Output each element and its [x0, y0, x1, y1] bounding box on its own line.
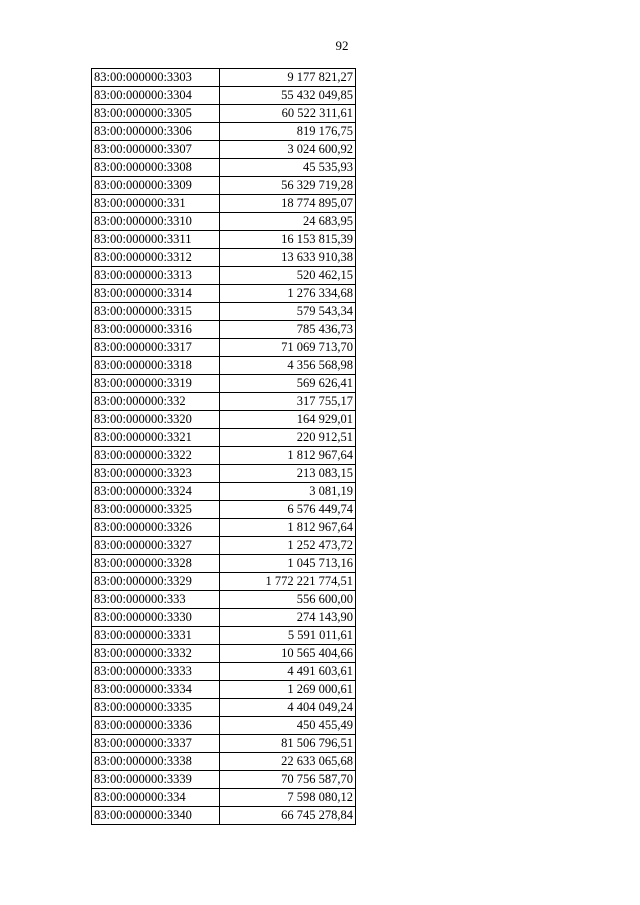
cadastral-number-cell: 83:00:000000:3336	[92, 717, 220, 735]
table-row	[92, 789, 356, 807]
value-cell: 6 576 449,74	[220, 501, 356, 519]
table-row	[92, 213, 356, 231]
cadastral-number-cell: 83:00:000000:3322	[92, 447, 220, 465]
cadastral-number-cell: 83:00:000000:3326	[92, 519, 220, 537]
table-row	[92, 771, 356, 789]
value-cell: 220 912,51	[220, 429, 356, 447]
value-cell: 450 455,49	[220, 717, 356, 735]
cadastral-number-cell: 83:00:000000:3308	[92, 159, 220, 177]
value-cell: 16 153 815,39	[220, 231, 356, 249]
table-row	[92, 483, 356, 501]
table-row	[92, 159, 356, 177]
value-cell: 18 774 895,07	[220, 195, 356, 213]
table-row	[92, 465, 356, 483]
table-row	[92, 105, 356, 123]
table-row	[92, 393, 356, 411]
table-row	[92, 645, 356, 663]
table-row	[92, 663, 356, 681]
table-row	[92, 591, 356, 609]
cadastral-number-cell: 83:00:000000:3334	[92, 681, 220, 699]
value-cell: 819 176,75	[220, 123, 356, 141]
cadastral-number-cell: 83:00:000000:3313	[92, 267, 220, 285]
cadastral-number-cell: 83:00:000000:3316	[92, 321, 220, 339]
value-cell: 520 462,15	[220, 267, 356, 285]
value-cell: 60 522 311,61	[220, 105, 356, 123]
table-row	[92, 717, 356, 735]
cadastral-number-cell: 83:00:000000:3320	[92, 411, 220, 429]
cadastral-number-cell: 83:00:000000:3310	[92, 213, 220, 231]
value-cell: 164 929,01	[220, 411, 356, 429]
table-row	[92, 339, 356, 357]
cadastral-number-cell: 83:00:000000:3323	[92, 465, 220, 483]
cadastral-number-cell: 83:00:000000:3339	[92, 771, 220, 789]
cadastral-number-cell: 83:00:000000:3306	[92, 123, 220, 141]
cadastral-number-cell: 83:00:000000:3319	[92, 375, 220, 393]
table-body	[92, 69, 356, 825]
cadastral-number-cell: 83:00:000000:3333	[92, 663, 220, 681]
value-cell: 7 598 080,12	[220, 789, 356, 807]
cadastral-value-table	[91, 68, 356, 825]
value-cell: 1 276 334,68	[220, 285, 356, 303]
page-number: 92	[335, 38, 349, 53]
cadastral-number-cell: 83:00:000000:3303	[92, 69, 220, 87]
cadastral-number-cell: 83:00:000000:3328	[92, 555, 220, 573]
value-cell: 81 506 796,51	[220, 735, 356, 753]
value-cell: 579 543,34	[220, 303, 356, 321]
table-row	[92, 375, 356, 393]
cadastral-number-cell: 83:00:000000:3309	[92, 177, 220, 195]
table-row	[92, 285, 356, 303]
value-cell: 45 535,93	[220, 159, 356, 177]
value-cell: 13 633 910,38	[220, 249, 356, 267]
table-row	[92, 681, 356, 699]
cadastral-number-cell: 83:00:000000:332	[92, 393, 220, 411]
table-row	[92, 231, 356, 249]
table-row	[92, 357, 356, 375]
value-cell: 4 404 049,24	[220, 699, 356, 717]
value-cell: 556 600,00	[220, 591, 356, 609]
value-cell: 1 812 967,64	[220, 447, 356, 465]
value-cell: 1 252 473,72	[220, 537, 356, 555]
table-row	[92, 303, 356, 321]
value-cell: 4 356 568,98	[220, 357, 356, 375]
table-row	[92, 321, 356, 339]
cadastral-number-cell: 83:00:000000:3335	[92, 699, 220, 717]
cadastral-number-cell: 83:00:000000:3330	[92, 609, 220, 627]
value-cell: 569 626,41	[220, 375, 356, 393]
value-cell: 70 756 587,70	[220, 771, 356, 789]
cadastral-number-cell: 83:00:000000:3304	[92, 87, 220, 105]
table-row	[92, 87, 356, 105]
cadastral-number-cell: 83:00:000000:334	[92, 789, 220, 807]
cadastral-number-cell: 83:00:000000:3317	[92, 339, 220, 357]
table-row	[92, 573, 356, 591]
value-cell: 1 269 000,61	[220, 681, 356, 699]
value-cell: 9 177 821,27	[220, 69, 356, 87]
value-cell: 4 491 603,61	[220, 663, 356, 681]
value-cell: 274 143,90	[220, 609, 356, 627]
value-cell: 1 045 713,16	[220, 555, 356, 573]
table-row	[92, 807, 356, 825]
value-cell: 22 633 065,68	[220, 753, 356, 771]
value-cell: 3 081,19	[220, 483, 356, 501]
cadastral-number-cell: 83:00:000000:3307	[92, 141, 220, 159]
cadastral-number-cell: 83:00:000000:3327	[92, 537, 220, 555]
table-row	[92, 141, 356, 159]
value-cell: 5 591 011,61	[220, 627, 356, 645]
value-cell: 55 432 049,85	[220, 87, 356, 105]
cadastral-number-cell: 83:00:000000:3331	[92, 627, 220, 645]
table-row	[92, 627, 356, 645]
value-cell: 71 069 713,70	[220, 339, 356, 357]
cadastral-number-cell: 83:00:000000:3332	[92, 645, 220, 663]
value-cell: 1 772 221 774,51	[220, 573, 356, 591]
cadastral-number-cell: 83:00:000000:3318	[92, 357, 220, 375]
cadastral-number-cell: 83:00:000000:3340	[92, 807, 220, 825]
cadastral-number-cell: 83:00:000000:3337	[92, 735, 220, 753]
value-cell: 66 745 278,84	[220, 807, 356, 825]
table-row	[92, 753, 356, 771]
table-row	[92, 69, 356, 87]
table-row	[92, 249, 356, 267]
cadastral-number-cell: 83:00:000000:3321	[92, 429, 220, 447]
table-row	[92, 519, 356, 537]
table-row	[92, 195, 356, 213]
cadastral-number-cell: 83:00:000000:3325	[92, 501, 220, 519]
cadastral-number-cell: 83:00:000000:3305	[92, 105, 220, 123]
value-cell: 317 755,17	[220, 393, 356, 411]
value-cell: 213 083,15	[220, 465, 356, 483]
table-row	[92, 609, 356, 627]
cadastral-number-cell: 83:00:000000:3312	[92, 249, 220, 267]
table-row	[92, 735, 356, 753]
table-row	[92, 177, 356, 195]
value-cell: 3 024 600,92	[220, 141, 356, 159]
table-row	[92, 501, 356, 519]
cadastral-number-cell: 83:00:000000:3338	[92, 753, 220, 771]
cadastral-number-cell: 83:00:000000:3311	[92, 231, 220, 249]
value-cell: 56 329 719,28	[220, 177, 356, 195]
table-row	[92, 411, 356, 429]
table-row	[92, 699, 356, 717]
table-row	[92, 447, 356, 465]
value-cell: 785 436,73	[220, 321, 356, 339]
table-row	[92, 537, 356, 555]
cadastral-number-cell: 83:00:000000:331	[92, 195, 220, 213]
table-row	[92, 429, 356, 447]
value-cell: 24 683,95	[220, 213, 356, 231]
cadastral-number-cell: 83:00:000000:3314	[92, 285, 220, 303]
value-cell: 1 812 967,64	[220, 519, 356, 537]
table-row	[92, 123, 356, 141]
table-row	[92, 555, 356, 573]
cadastral-number-cell: 83:00:000000:333	[92, 591, 220, 609]
cadastral-number-cell: 83:00:000000:3315	[92, 303, 220, 321]
cadastral-number-cell: 83:00:000000:3324	[92, 483, 220, 501]
value-cell: 10 565 404,66	[220, 645, 356, 663]
table-row	[92, 267, 356, 285]
cadastral-number-cell: 83:00:000000:3329	[92, 573, 220, 591]
